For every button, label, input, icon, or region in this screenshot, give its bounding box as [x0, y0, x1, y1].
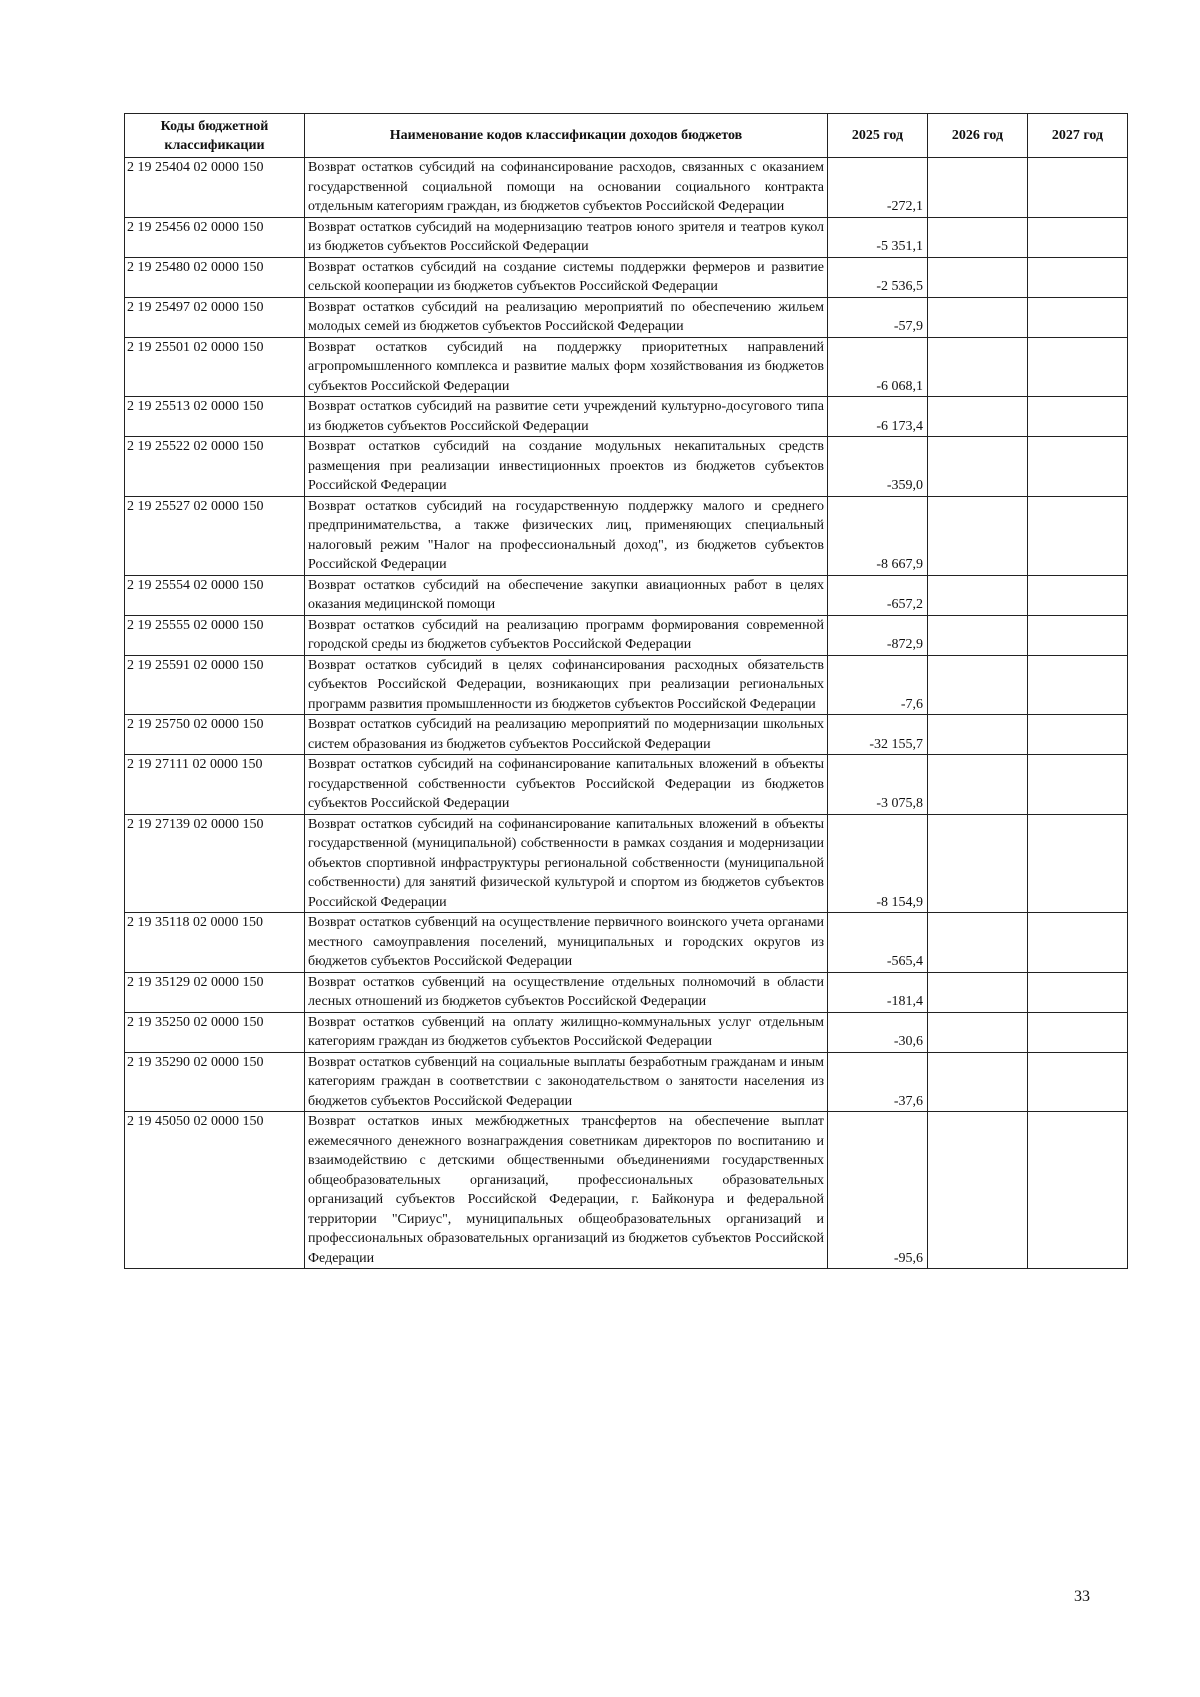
cell-code: 2 19 25554 02 0000 150 — [125, 575, 305, 615]
cell-name: Возврат остатков субвенций на социальные выплаты безработным гражданам и иным категориям граждан в соответствии с законодательством о занятости населения из бюджетов субъектов Российской Федерации — [305, 1052, 828, 1112]
cell-name: Возврат остатков субсидий на поддержку приоритетных направлений агропромышленного комплекса и развитие малых форм хозяйствования из бюджетов субъектов Российской Федерации — [305, 337, 828, 397]
cell-code: 2 19 45050 02 0000 150 — [125, 1112, 305, 1269]
cell-code: 2 19 25555 02 0000 150 — [125, 615, 305, 655]
cell-2027 — [1028, 158, 1128, 218]
cell-2026 — [928, 397, 1028, 437]
cell-2027 — [1028, 755, 1128, 815]
cell-2027 — [1028, 972, 1128, 1012]
cell-2026 — [928, 972, 1028, 1012]
cell-2027 — [1028, 1112, 1128, 1269]
cell-2026 — [928, 575, 1028, 615]
cell-code: 2 19 25513 02 0000 150 — [125, 397, 305, 437]
table-row — [125, 575, 1128, 615]
cell-2026 — [928, 814, 1028, 913]
cell-2026 — [928, 437, 1028, 497]
table-row — [125, 158, 1128, 218]
cell-2027 — [1028, 397, 1128, 437]
cell-2026 — [928, 655, 1028, 715]
table-row — [125, 217, 1128, 257]
cell-2026 — [928, 217, 1028, 257]
cell-2025: -57,9 — [828, 297, 928, 337]
cell-2027 — [1028, 1052, 1128, 1112]
cell-2025: -272,1 — [828, 158, 928, 218]
cell-code: 2 19 27139 02 0000 150 — [125, 814, 305, 913]
cell-2027 — [1028, 217, 1128, 257]
cell-2025: -5 351,1 — [828, 217, 928, 257]
cell-2026 — [928, 715, 1028, 755]
cell-name: Возврат остатков субсидий на обеспечение закупки авиационных работ в целях оказания медицинской помощи — [305, 575, 828, 615]
table-header — [125, 114, 1128, 158]
cell-code: 2 19 25591 02 0000 150 — [125, 655, 305, 715]
cell-2027 — [1028, 337, 1128, 397]
table-row — [125, 1052, 1128, 1112]
cell-2026 — [928, 1052, 1028, 1112]
cell-code: 2 19 35129 02 0000 150 — [125, 972, 305, 1012]
cell-name: Возврат остатков субвенций на осуществление отдельных полномочий в области лесных отношений из бюджетов субъектов Российской Федерации — [305, 972, 828, 1012]
cell-2025: -6 068,1 — [828, 337, 928, 397]
cell-2025: -95,6 — [828, 1112, 928, 1269]
cell-2026 — [928, 1112, 1028, 1269]
cell-name: Возврат остатков субсидий на создание модульных некапитальных средств размещения при реализации инвестиционных проектов из бюджетов субъектов Российской Федерации — [305, 437, 828, 497]
cell-2025: -872,9 — [828, 615, 928, 655]
cell-2026 — [928, 257, 1028, 297]
cell-name: Возврат остатков субсидий на создание системы поддержки фермеров и развитие сельской кооперации из бюджетов субъектов Российской Федерации — [305, 257, 828, 297]
cell-2025: -30,6 — [828, 1012, 928, 1052]
cell-2026 — [928, 913, 1028, 973]
cell-name: Возврат остатков субвенций на осуществление первичного воинского учета органами местного самоуправления поселений, муниципальных и городских округов из бюджетов субъектов Российской Федерации — [305, 913, 828, 973]
cell-code: 2 19 27111 02 0000 150 — [125, 755, 305, 815]
cell-name: Возврат остатков субсидий на развитие сети учреждений культурно-досугового типа из бюджетов субъектов Российской Федерации — [305, 397, 828, 437]
cell-2027 — [1028, 913, 1128, 973]
cell-name: Возврат остатков субсидий на софинансирование капитальных вложений в объекты государственной (муниципальной) собственности в рамках создания и модернизации объектов спортивной инфраструктуры региональной собственности (муниципальной собственности) для занятий физической культурой и спортом из бюджетов субъектов Российской Федерации — [305, 814, 828, 913]
cell-2025: -6 173,4 — [828, 397, 928, 437]
cell-code: 2 19 25527 02 0000 150 — [125, 496, 305, 575]
cell-name: Возврат остатков иных межбюджетных трансфертов на обеспечение выплат ежемесячного денежного вознаграждения советникам директоров по воспитанию и взаимодействию с детскими общественными объединениями государственных общеобразовательных организаций, профессиональных образовательных организаций субъектов Российской Федерации, г. Байконура и федеральной территории "Сириус", муниципальных общеобразовательных организаций и профессиональных образовательных организаций из бюджетов субъектов Российской Федерации — [305, 1112, 828, 1269]
cell-2025: -8 667,9 — [828, 496, 928, 575]
table-row — [125, 397, 1128, 437]
cell-2025: -565,4 — [828, 913, 928, 973]
table-body — [125, 158, 1128, 1269]
cell-2027 — [1028, 257, 1128, 297]
cell-2027 — [1028, 575, 1128, 615]
cell-name: Возврат остатков субсидий на софинансирование расходов, связанных с оказанием государственной социальной помощи на основании социального контракта отдельным категориям граждан, из бюджетов субъектов Российской Федерации — [305, 158, 828, 218]
page-number: 33 — [1074, 1588, 1090, 1605]
cell-name: Возврат остатков субсидий в целях софинансирования расходных обязательств субъектов Российской Федерации, возникающих при реализации региональных программ развития промышленности из бюджетов субъектов Российской Федерации — [305, 655, 828, 715]
cell-2025: -657,2 — [828, 575, 928, 615]
cell-2027 — [1028, 715, 1128, 755]
cell-2026 — [928, 615, 1028, 655]
cell-name: Возврат остатков субсидий на софинансирование капитальных вложений в объекты государственной собственности субъектов Российской Федерации из бюджетов субъектов Российской Федерации — [305, 755, 828, 815]
table-row — [125, 972, 1128, 1012]
header-2025: 2025 год — [828, 114, 928, 158]
cell-code: 2 19 35118 02 0000 150 — [125, 913, 305, 973]
cell-2027 — [1028, 1012, 1128, 1052]
cell-code: 2 19 25456 02 0000 150 — [125, 217, 305, 257]
table-row — [125, 755, 1128, 815]
cell-code: 2 19 25750 02 0000 150 — [125, 715, 305, 755]
budget-classification-table — [124, 113, 1128, 1269]
cell-2027 — [1028, 297, 1128, 337]
cell-2025: -8 154,9 — [828, 814, 928, 913]
cell-code: 2 19 35250 02 0000 150 — [125, 1012, 305, 1052]
cell-code: 2 19 25501 02 0000 150 — [125, 337, 305, 397]
cell-2025: -3 075,8 — [828, 755, 928, 815]
cell-code: 2 19 25404 02 0000 150 — [125, 158, 305, 218]
header-name: Наименование кодов классификации доходов бюджетов — [305, 114, 828, 158]
table-row — [125, 1112, 1128, 1269]
table-row — [125, 814, 1128, 913]
cell-code: 2 19 35290 02 0000 150 — [125, 1052, 305, 1112]
table-row — [125, 715, 1128, 755]
cell-code: 2 19 25480 02 0000 150 — [125, 257, 305, 297]
header-row — [125, 114, 1128, 158]
cell-2027 — [1028, 615, 1128, 655]
cell-2025: -37,6 — [828, 1052, 928, 1112]
cell-2025: -359,0 — [828, 437, 928, 497]
cell-2026 — [928, 158, 1028, 218]
cell-2026 — [928, 1012, 1028, 1052]
cell-name: Возврат остатков субвенций на оплату жилищно-коммунальных услуг отдельным категориям граждан из бюджетов субъектов Российской Федерации — [305, 1012, 828, 1052]
cell-code: 2 19 25522 02 0000 150 — [125, 437, 305, 497]
cell-2026 — [928, 337, 1028, 397]
cell-2026 — [928, 496, 1028, 575]
cell-2025: -2 536,5 — [828, 257, 928, 297]
table-row — [125, 437, 1128, 497]
table-row — [125, 1012, 1128, 1052]
table-row — [125, 655, 1128, 715]
cell-2027 — [1028, 496, 1128, 575]
cell-2027 — [1028, 437, 1128, 497]
cell-name: Возврат остатков субсидий на реализацию мероприятий по модернизации школьных систем образования из бюджетов субъектов Российской Федерации — [305, 715, 828, 755]
cell-name: Возврат остатков субсидий на реализацию мероприятий по обеспечению жильем молодых семей из бюджетов субъектов Российской Федерации — [305, 297, 828, 337]
cell-2026 — [928, 297, 1028, 337]
cell-2025: -181,4 — [828, 972, 928, 1012]
cell-2025: -7,6 — [828, 655, 928, 715]
cell-2025: -32 155,7 — [828, 715, 928, 755]
cell-2027 — [1028, 655, 1128, 715]
cell-name: Возврат остатков субсидий на государственную поддержку малого и среднего предпринимательства, а также физических лиц, применяющих специальный налоговый режим "Налог на профессиональный доход", из бюджетов субъектов Российской Федерации — [305, 496, 828, 575]
table-row — [125, 257, 1128, 297]
cell-name: Возврат остатков субсидий на модернизацию театров юного зрителя и театров кукол из бюджетов субъектов Российской Федерации — [305, 217, 828, 257]
table-row — [125, 297, 1128, 337]
cell-2027 — [1028, 814, 1128, 913]
table-row — [125, 615, 1128, 655]
table-row — [125, 496, 1128, 575]
cell-name: Возврат остатков субсидий на реализацию программ формирования современной городской среды из бюджетов субъектов Российской Федерации — [305, 615, 828, 655]
header-2026: 2026 год — [928, 114, 1028, 158]
cell-2026 — [928, 755, 1028, 815]
table-row — [125, 337, 1128, 397]
header-code: Коды бюджетной классификации — [125, 114, 305, 158]
table-row — [125, 913, 1128, 973]
cell-code: 2 19 25497 02 0000 150 — [125, 297, 305, 337]
header-2027: 2027 год — [1028, 114, 1128, 158]
